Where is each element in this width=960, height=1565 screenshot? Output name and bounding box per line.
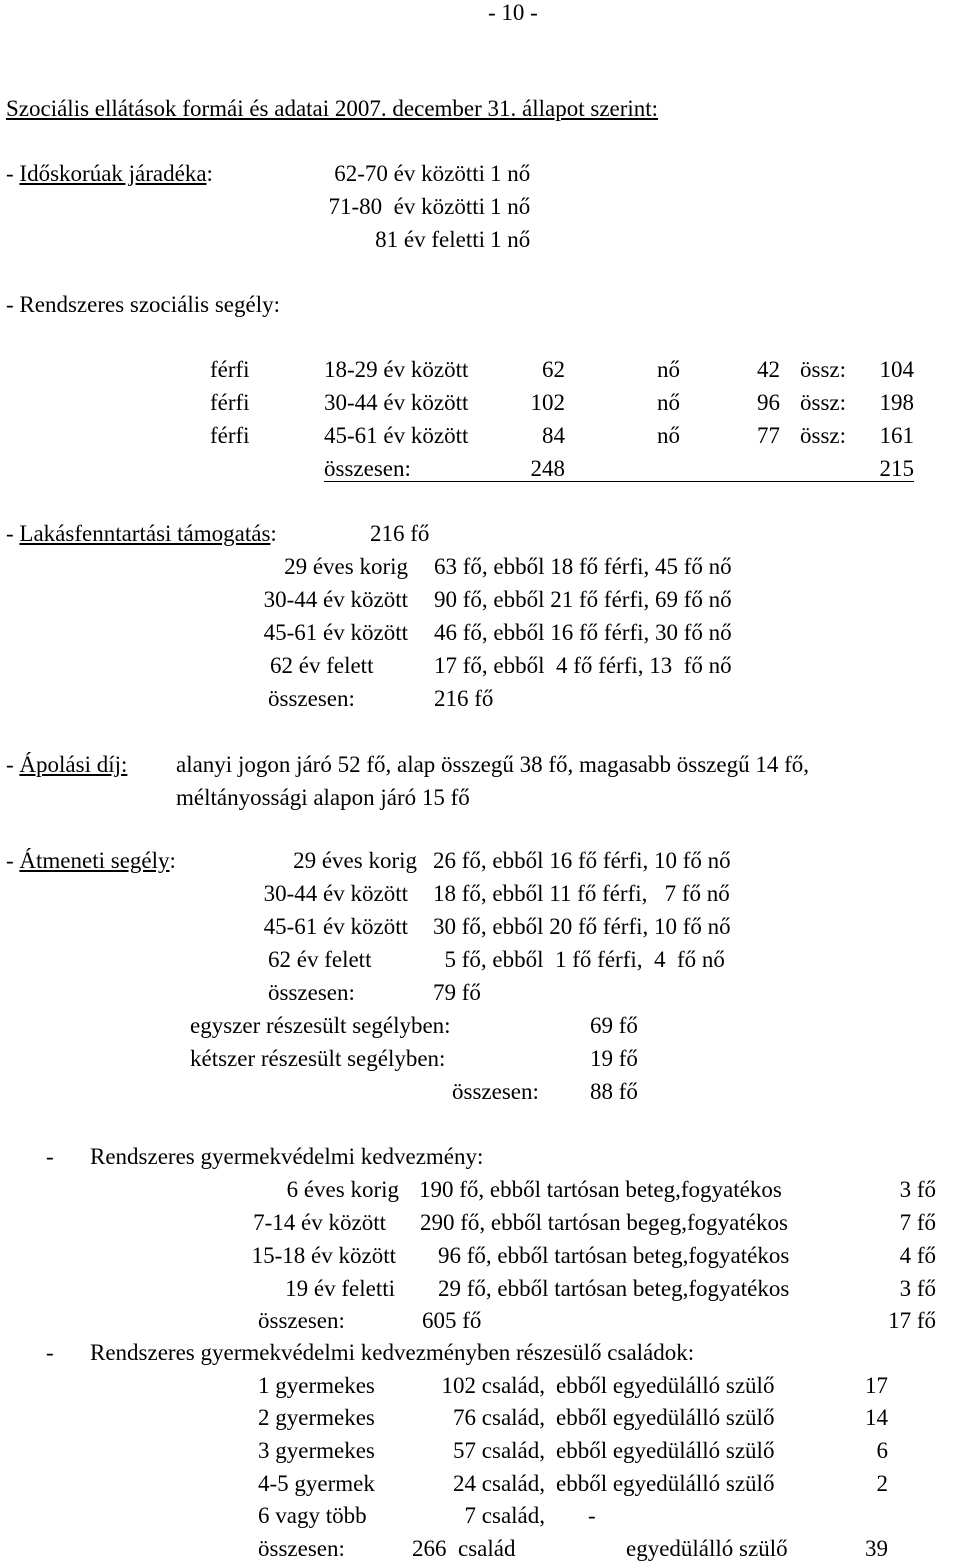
list-item-single: ebből egyedülálló szülő xyxy=(556,1405,775,1430)
table-cell: 18-29 év között xyxy=(324,357,469,382)
rendszeres-szocialis-title: - Rendszeres szociális segély: xyxy=(6,292,280,317)
list-item-detail: 190 fő, ebből tartósan beteg,fogyatékos xyxy=(419,1177,782,1202)
twice-label: kétszer részesült segélyben: xyxy=(190,1046,446,1071)
list-item-range: 15-18 év között xyxy=(251,1243,396,1268)
list-item-count: 17 xyxy=(865,1373,888,1398)
list-item-kids: 3 gyermekes xyxy=(258,1438,375,1463)
total-underline xyxy=(324,481,914,482)
list-item-count: 2 xyxy=(876,1471,888,1496)
atmeneti-label: Átmeneti segély xyxy=(19,848,170,873)
total-value: 605 fő xyxy=(422,1308,482,1333)
list-item-families: 102 család, xyxy=(441,1373,545,1398)
list-item-detail: 18 fő, ebből 11 fő férfi, 7 fő nő xyxy=(433,881,730,906)
page-number: - 10 - xyxy=(488,0,538,25)
list-item-range: 30-44 év között xyxy=(263,587,408,612)
table-cell: férfi xyxy=(210,423,250,448)
twice-value: 19 fő xyxy=(590,1046,638,1071)
list-item-kids: 2 gyermekes xyxy=(258,1405,375,1430)
list-item-single: ebből egyedülálló szülő xyxy=(556,1373,775,1398)
list-item-detail: 17 fő, ebből 4 fő férfi, 13 fő nő xyxy=(434,653,732,678)
total-label: összesen: xyxy=(258,1308,345,1333)
list-item-detail: 26 fő, ebből 16 fő férfi, 10 fő nő xyxy=(433,848,731,873)
table-cell: nő xyxy=(657,357,680,382)
idoskoruak-range: 81 év feletti xyxy=(375,227,485,252)
list-item-count: 4 fő xyxy=(899,1243,936,1268)
sum-label: összesen: xyxy=(452,1079,539,1104)
list-item-count: 3 fő xyxy=(899,1276,936,1301)
list-item-detail: 216 fő xyxy=(434,686,494,711)
list-item-families: 7 család, xyxy=(464,1503,545,1528)
list-item-detail: 46 fő, ebből 16 fő férfi, 30 fő nő xyxy=(434,620,732,645)
once-label: egyszer részesült segélyben: xyxy=(190,1013,451,1038)
total-female: 215 xyxy=(879,456,914,481)
sum-value: 88 fő xyxy=(590,1079,638,1104)
table-cell: 161 xyxy=(879,423,914,448)
list-item-detail: 5 fő, ebből 1 fő férfi, 4 fő nő xyxy=(433,947,725,972)
list-item-detail: 79 fő xyxy=(433,980,481,1005)
table-cell: össz: xyxy=(800,390,846,415)
list-item-count: 7 fő xyxy=(899,1210,936,1235)
table-cell: 45-61 év között xyxy=(324,423,469,448)
total-count: 39 xyxy=(865,1536,888,1561)
list-item-families: 76 család, xyxy=(453,1405,545,1430)
list-item-detail: 96 fő, ebből tartósan beteg,fogyatékos xyxy=(438,1243,790,1268)
apolasi-line2: méltányossági alapon járó 15 fő xyxy=(176,785,470,810)
table-cell: 102 xyxy=(530,390,565,415)
table-cell: nő xyxy=(657,390,680,415)
list-item-kids: 6 vagy több xyxy=(258,1503,367,1528)
total-value: 266 család xyxy=(412,1536,516,1561)
idoskoruak-count: 1 nő xyxy=(490,227,531,252)
table-cell: nő xyxy=(657,423,680,448)
apolasi-label: Ápolási díj: xyxy=(19,752,128,777)
list-item-range: 45-61 év között xyxy=(263,620,408,645)
idoskoruak-count: 1 nő xyxy=(490,161,531,186)
list-item-range: 7-14 év között xyxy=(253,1210,386,1235)
atmeneti-label-row: - Átmeneti segély: xyxy=(6,848,176,873)
lakasfenntartasi-label-row: - Lakásfenntartási támogatás: xyxy=(6,521,277,546)
list-item-count: 14 xyxy=(865,1405,888,1430)
list-item-range: 62 év felett xyxy=(270,653,374,678)
total-count: 17 fő xyxy=(888,1308,936,1333)
csaladok-dash: - xyxy=(46,1340,54,1365)
list-item-families: 57 család, xyxy=(453,1438,545,1463)
list-item-count: 6 xyxy=(876,1438,888,1463)
list-item-detail: 30 fő, ebből 20 fő férfi, 10 fő nő xyxy=(433,914,731,939)
list-item-range: 30-44 év között xyxy=(263,881,408,906)
list-item-range: összesen: xyxy=(268,980,355,1005)
list-item-range: 29 éves korig xyxy=(293,848,417,873)
list-item-detail: 90 fő, ebből 21 fő férfi, 69 fő nő xyxy=(434,587,732,612)
list-item-detail: 63 fő, ebből 18 fő férfi, 45 fő nő xyxy=(434,554,732,579)
idoskoruak-label: Időskorúak járadéka xyxy=(19,161,207,186)
list-item-families: 24 család, xyxy=(453,1471,545,1496)
list-item-count: 3 fő xyxy=(899,1177,936,1202)
table-cell: 42 xyxy=(757,357,780,382)
table-cell: 77 xyxy=(757,423,780,448)
list-item-single: ebből egyedülálló szülő xyxy=(556,1471,775,1496)
list-item-range: összesen: xyxy=(268,686,355,711)
total-male: 248 xyxy=(530,456,565,481)
table-cell: 30-44 év között xyxy=(324,390,469,415)
csaladok-title: Rendszeres gyermekvédelmi kedvezményben részesülő családok: xyxy=(90,1340,695,1365)
table-cell: 84 xyxy=(542,423,565,448)
list-item-kids: 1 gyermekes xyxy=(258,1373,375,1398)
table-cell: 96 xyxy=(757,390,780,415)
list-item-single: ebből egyedülálló szülő xyxy=(556,1438,775,1463)
list-item-range: 29 éves korig xyxy=(284,554,408,579)
table-cell: 198 xyxy=(879,390,914,415)
table-cell: 104 xyxy=(879,357,914,382)
list-item-detail: 29 fő, ebből tartósan beteg,fogyatékos xyxy=(438,1276,790,1301)
section-heading: Szociális ellátások formái és adatai 2007. december 31. állapot szerint: xyxy=(6,96,659,121)
list-item-kids: 4-5 gyermek xyxy=(258,1471,375,1496)
idoskoruak-label-row: - Időskorúak járadéka: xyxy=(6,161,213,186)
list-item-range: 6 éves korig xyxy=(286,1177,399,1202)
table-cell: össz: xyxy=(800,423,846,448)
table-cell: össz: xyxy=(800,357,846,382)
table-cell: férfi xyxy=(210,357,250,382)
gyermekvedelmi-dash: - xyxy=(46,1144,54,1169)
list-item-single: - xyxy=(588,1503,596,1528)
table-cell: 62 xyxy=(542,357,565,382)
gyermekvedelmi-title: Rendszeres gyermekvédelmi kedvezmény: xyxy=(90,1144,484,1169)
total-label: összesen: xyxy=(258,1536,345,1561)
idoskoruak-range: 71-80 év közötti xyxy=(328,194,485,219)
total-single: egyedülálló szülő xyxy=(626,1536,788,1561)
apolasi-label-row: - Ápolási díj: xyxy=(6,752,128,777)
once-value: 69 fő xyxy=(590,1013,638,1038)
table-cell: férfi xyxy=(210,390,250,415)
list-item-detail: 290 fő, ebből tartósan begeg,fogyatékos xyxy=(420,1210,788,1235)
list-item-range: 45-61 év között xyxy=(263,914,408,939)
idoskoruak-range: 62-70 év közötti xyxy=(334,161,485,186)
list-item-range: 19 év feletti xyxy=(285,1276,395,1301)
lakasfenntartasi-value: 216 fő xyxy=(370,521,430,546)
list-item-range: 62 év felett xyxy=(268,947,372,972)
lakasfenntartasi-label: Lakásfenntartási támogatás xyxy=(19,521,271,546)
apolasi-line1: alanyi jogon járó 52 fő, alap összegű 38 fő, magasabb összegű 14 fő, xyxy=(176,752,809,777)
total-label: összesen: xyxy=(324,456,411,481)
idoskoruak-count: 1 nő xyxy=(490,194,531,219)
